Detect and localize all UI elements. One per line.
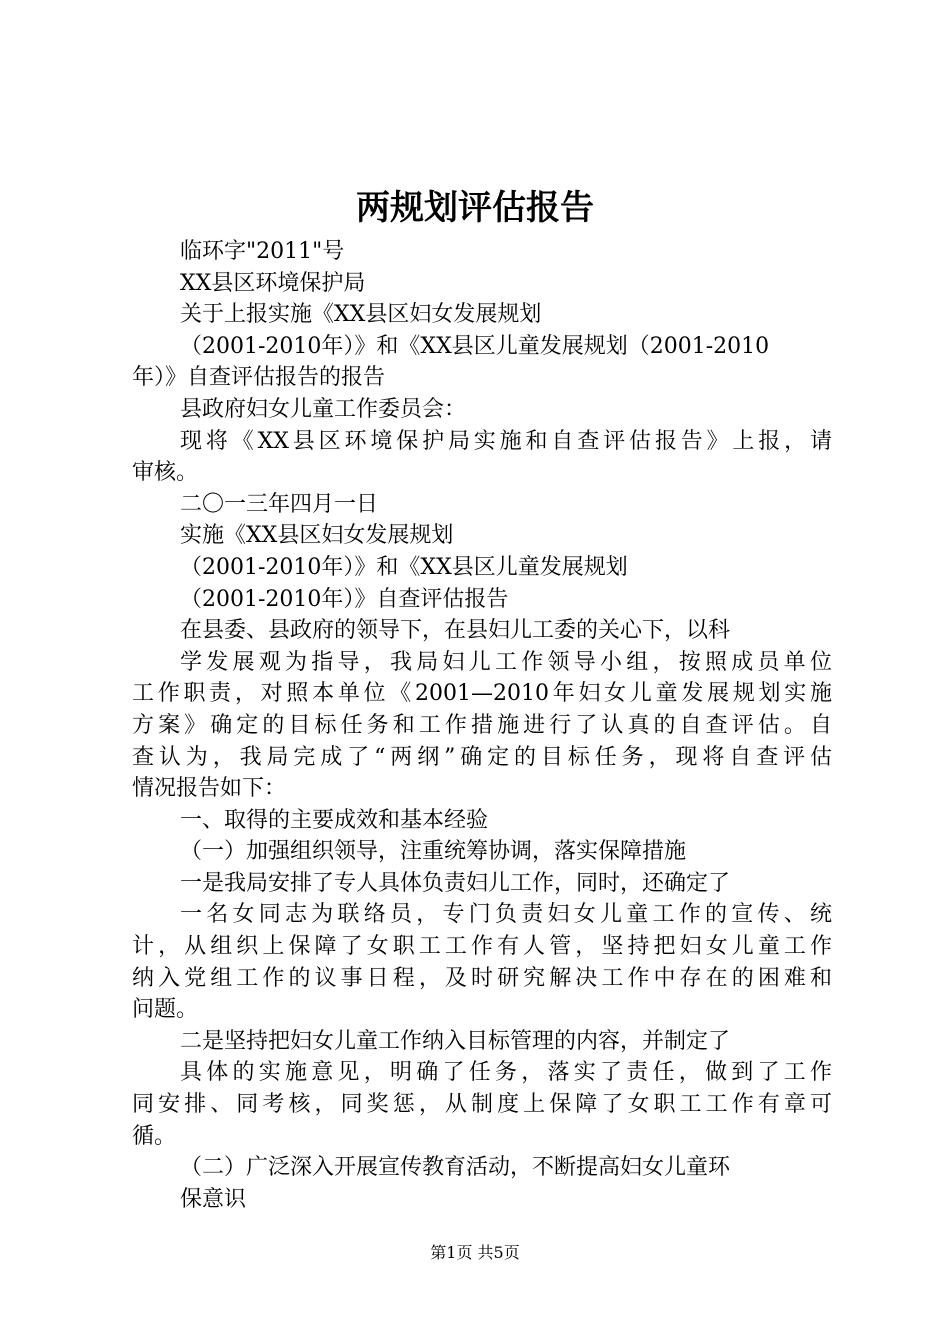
text-line: 情况报告如下： [132, 776, 287, 802]
text-line: （二）广泛深入开展宣传教育活动，不断提高妇女儿童环 [180, 1155, 731, 1181]
text-line: 具体的实施意见，明确了任务，落实了责任，做到了工作 [180, 1060, 832, 1086]
text-line: 计，从组织上保障了女职工工作有人管，坚持把妇女儿童工作 [132, 934, 832, 960]
text-line: 一是我局安排了专人具体负责妇儿工作，同时，还确定了 [180, 870, 731, 896]
text-line: 方案》确定的目标任务和工作措施进行了认真的自查评估。自 [132, 712, 832, 738]
text-line: 查认为，我局完成了“两纲”确定的目标任务，现将自查评估 [132, 744, 832, 770]
text-line: 工作职责，对照本单位《2001—2010年妇女儿童发展规划实施 [132, 681, 832, 707]
text-line: XX县区环境保护局 [180, 270, 366, 296]
text-line: 二〇一三年四月一日 [180, 491, 379, 517]
text-line: 循。 [132, 1123, 177, 1149]
text-line: 审核。 [132, 460, 199, 486]
document-body [132, 236, 832, 1215]
text-line: 学发展观为指导，我局妇儿工作领导小组，按照成员单位 [180, 649, 832, 675]
text-line: 二是坚持把妇女儿童工作纳入目标管理的内容，并制定了 [180, 1028, 731, 1054]
page-title: 两规划评估报告 [356, 188, 594, 228]
text-line: 同安排、同考核，同奖惩，从制度上保障了女职工工作有章可 [132, 1092, 832, 1118]
text-line: 关于上报实施《XX县区妇女发展规划 [180, 302, 542, 328]
text-line: 临环字"2011"号 [180, 239, 345, 264]
text-line: 县政府妇女儿童工作委员会： [180, 396, 467, 422]
text-line: 年）》自查评估报告的报告 [132, 365, 386, 391]
text-line: 一名女同志为联络员，专门负责妇女儿童工作的宣传、统 [180, 902, 832, 928]
text-line: 纳入党组工作的议事日程，及时研究解决工作中存在的困难和 [132, 965, 832, 991]
text-line: （2001-2010年）》和《XX县区儿童发展规划 [180, 554, 628, 580]
text-line: 一、取得的主要成效和基本经验 [180, 807, 489, 833]
text-line: 现将《XX县区环境保护局实施和自查评估报告》上报，请 [180, 428, 832, 454]
text-line: 问题。 [132, 997, 199, 1023]
text-line: （2001-2010年）》自查评估报告 [180, 586, 509, 612]
page-footer: 第1页 共5页 [430, 1243, 520, 1262]
text-line: 保意识 [180, 1186, 247, 1212]
text-line: （2001-2010年）》和《XX县区儿童发展规划（2001-2010 [180, 333, 770, 359]
text-line: 实施《XX县区妇女发展规划 [180, 523, 454, 549]
text-line: 在县委、县政府的领导下，在县妇儿工委的关心下，以科 [180, 618, 731, 644]
text-line: （一）加强组织领导，注重统筹协调，落实保障措施 [180, 839, 687, 865]
